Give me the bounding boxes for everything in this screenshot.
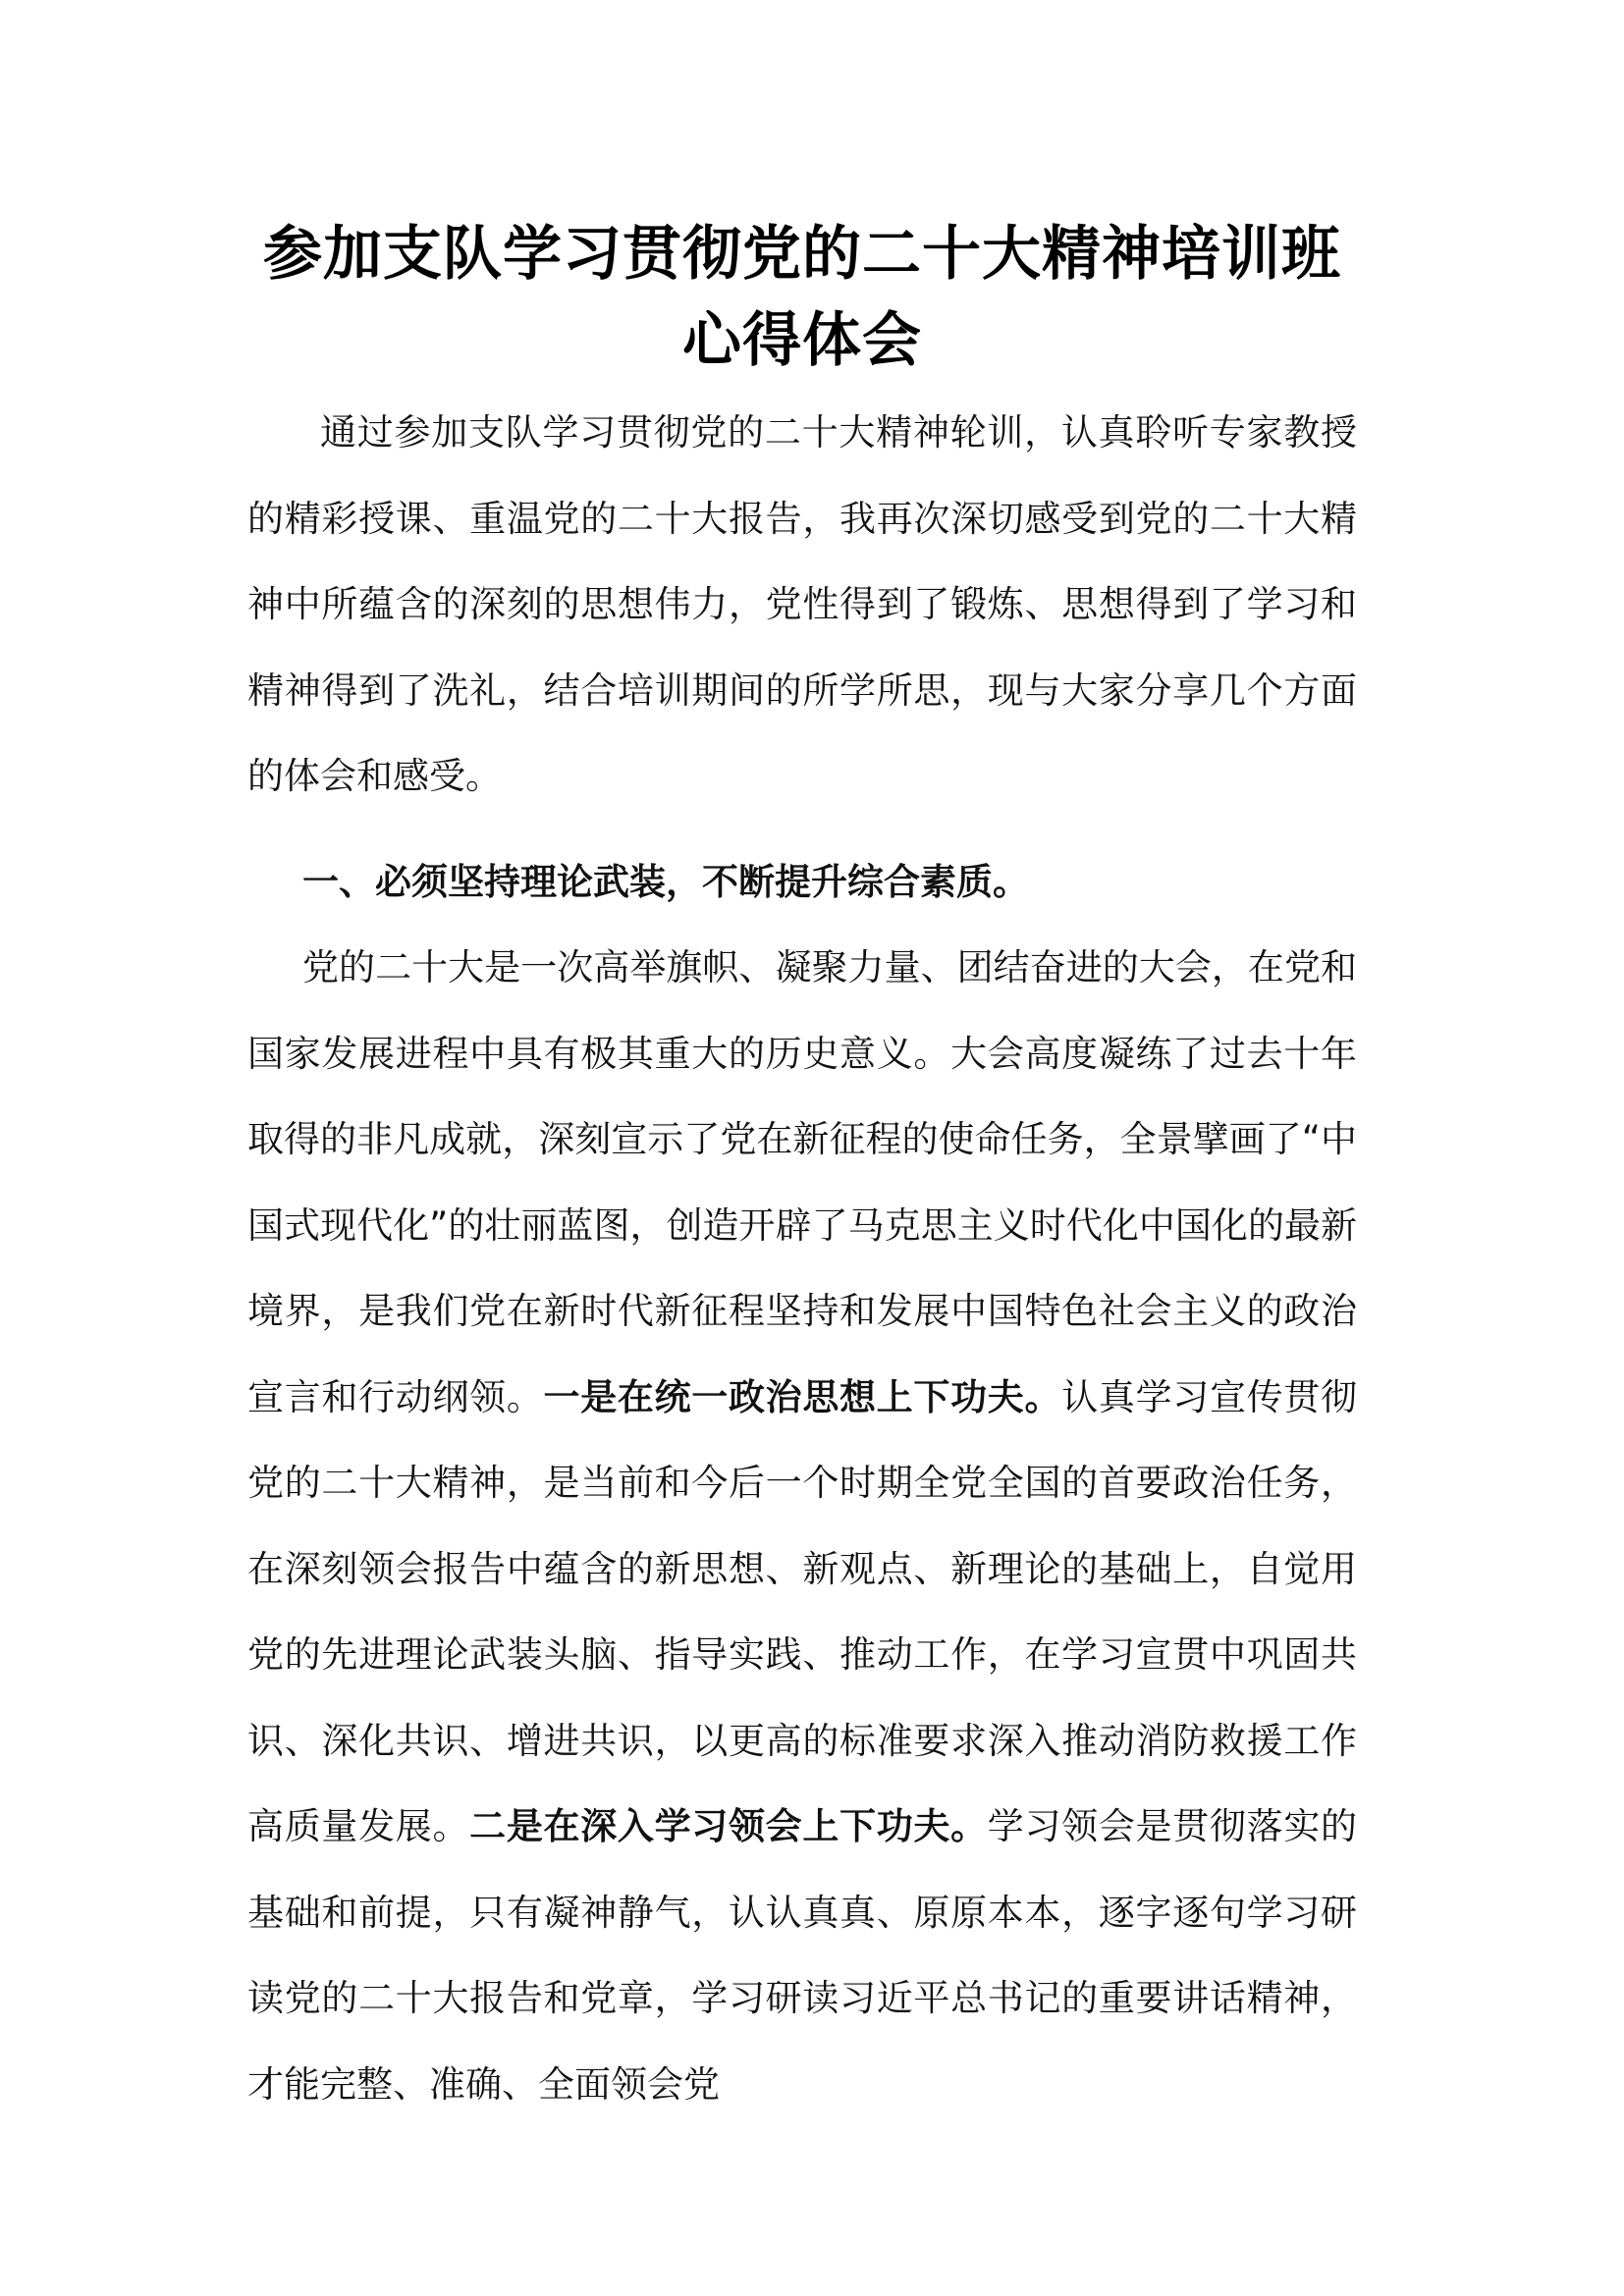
point-one-bold: 一是在统一政治思想上下功夫。 [543,1375,1062,1418]
paragraph-text-c: 学习领会是贯彻落实的基础和前提，只有凝神静气，认认真真、原原本本，逐字逐句学习研读党的二十大报告和党章，学习研读习近平总书记的重要讲话精神，才能完整、准确、全面领会党 [247,1805,1358,2106]
document-title: 参加支队学习贯彻党的二十大精神培训班心得体会 [263,220,1341,375]
point-two-bold: 二是在深入学习领会上下功夫。 [469,1805,988,1847]
paragraph-text-b: 认真学习宣传贯彻党的二十大精神，是当前和今后一个时期全党全国的首要政治任务，在深刻领会报告中蕴含的新思想、新观点、新理论的基础上，自觉用党的先进理论武装头脑、指导实践、推动工作，在学习宣贯中巩固共识、深化共识、增进共识，以更高的标准要求深入推动消防救援工作高质量发展。 [247,1375,1358,1847]
intro-paragraph: 通过参加支队学习贯彻党的二十大精神轮训，认真聆听专家教授的精彩授课、重温党的二十大报告，我再次深切感受到党的二十大精神中所蕴含的深刻的思想伟力，党性得到了锻炼、思想得到了学习和精神得到了洗礼，结合培训期间的所学所思，现与大家分享几个方面的体会和感受。 [247,411,1357,797]
document-body [247,211,1357,2127]
paragraph-text-a: 党的二十大是一次高举旗帜、凝聚力量、团结奋进的大会，在党和国家发展进程中具有极其重大的历史意义。大会高度凝练了过去十年取得的非凡成就，深刻宣示了党在新征程的使命任务，全景擘画了“中国式现代化”的壮丽蓝图，创造开辟了马克思主义时代化中国化的最新境界，是我们党在新时代新征程坚持和发展中国特色社会主义的政治宣言和行动纲领。 [247,946,1357,1418]
section-1-heading: 一、必须坚持理论武装，不断提升综合素质。 [302,860,1029,903]
section-1-paragraph [247,925,1357,2127]
